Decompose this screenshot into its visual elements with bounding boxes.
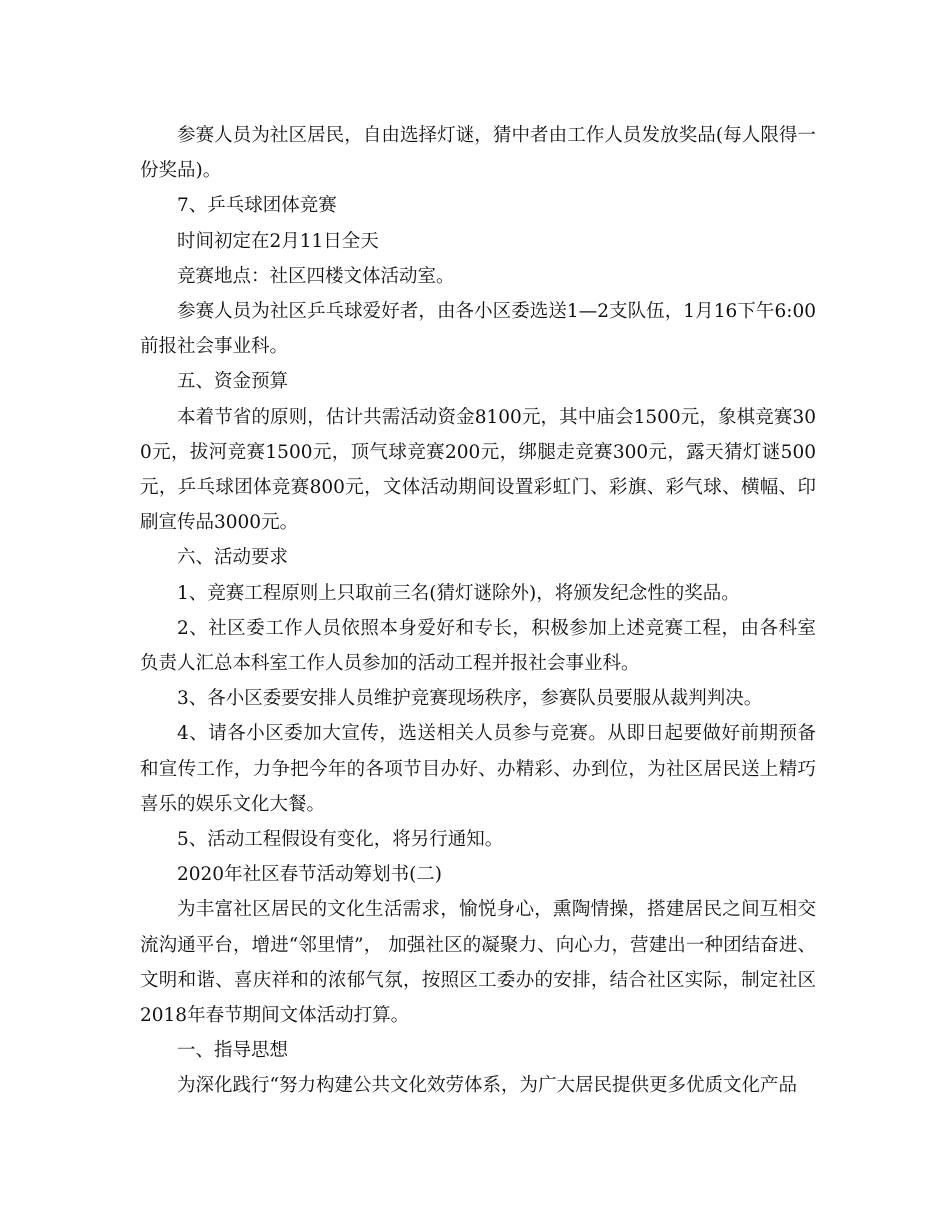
heading-budget: 五、资金预算	[177, 371, 289, 393]
heading-guiding-ideology: 一、指导思想	[177, 1040, 289, 1062]
paragraph-table-tennis-venue: 竞赛地点：社区四楼文体活动室。	[177, 265, 455, 287]
section-title-plan-two: 2020年社区春节活动筹划书(二)	[177, 864, 443, 886]
paragraph-budget-details: 本着节省的原则，估计共需活动资金8100元，其中庙会1500元，象棋竞赛300元，拔河竞赛1500元，顶气球竞赛200元，绑腿走竞赛300元，露天猜灯谜500元，乒乓球团体竞赛800元，文体活动期间设置彩虹门、彩旗、彩气球、横幅、印刷宣传品3000元。	[140, 406, 816, 534]
paragraph-requirement-4: 4、请各小区委加大宣传，选送相关人员参与竞赛。从即日起要做好前期预备和宣传工作，力争把今年的各项节目办好、办精彩、办到位，为社区居民送上精巧喜乐的娱乐文化大餐。	[140, 723, 816, 815]
document-body	[140, 118, 816, 1104]
paragraph-lantern-riddle-participants: 参赛人员为社区居民，自由选择灯谜，猜中者由工作人员发放奖品(每人限得一份奖品)。	[140, 125, 816, 182]
paragraph-table-tennis-participants: 参赛人员为社区乒乓球爱好者，由各小区委选送1—2支队伍，1月16下午6:00前报社会事业科。	[140, 301, 816, 358]
paragraph-requirement-5: 5、活动工程假设有变化，将另行通知。	[177, 829, 504, 851]
paragraph-requirement-1: 1、竞赛工程原则上只取前三名(猜灯谜除外)，将颁发纪念性的奖品。	[177, 582, 740, 604]
paragraph-guiding-ideology: 为深化践行“努力构建公共文化效劳体系，为广大居民提供更多优质文化产品	[177, 1075, 797, 1097]
paragraph-plan-two-intro: 为丰富社区居民的文化生活需求，愉悦身心，熏陶情操，搭建居民之间互相交流沟通平台，增进“邻里情”， 加强社区的凝聚力、向心力，营建出一种团结奋进、文明和谐、喜庆祥和的浓郁气氛，按照区工委办的安排，结合社区实际，制定社区2018年春节期间文体活动打算。	[140, 899, 816, 1027]
heading-table-tennis-team: 7、乒乓球团体竞赛	[177, 195, 337, 217]
paragraph-table-tennis-time: 时间初定在2月11日全天	[177, 230, 379, 252]
paragraph-requirement-2: 2、社区委工作人员依照本身爱好和专长，积极参加上述竞赛工程，由各科室负责人汇总本科室工作人员参加的活动工程并报社会事业科。	[140, 617, 816, 675]
paragraph-requirement-3: 3、各小区委要安排人员维护竞赛现场秩序，参赛队员要服从裁判判决。	[177, 688, 763, 710]
heading-requirements: 六、活动要求	[177, 547, 289, 569]
